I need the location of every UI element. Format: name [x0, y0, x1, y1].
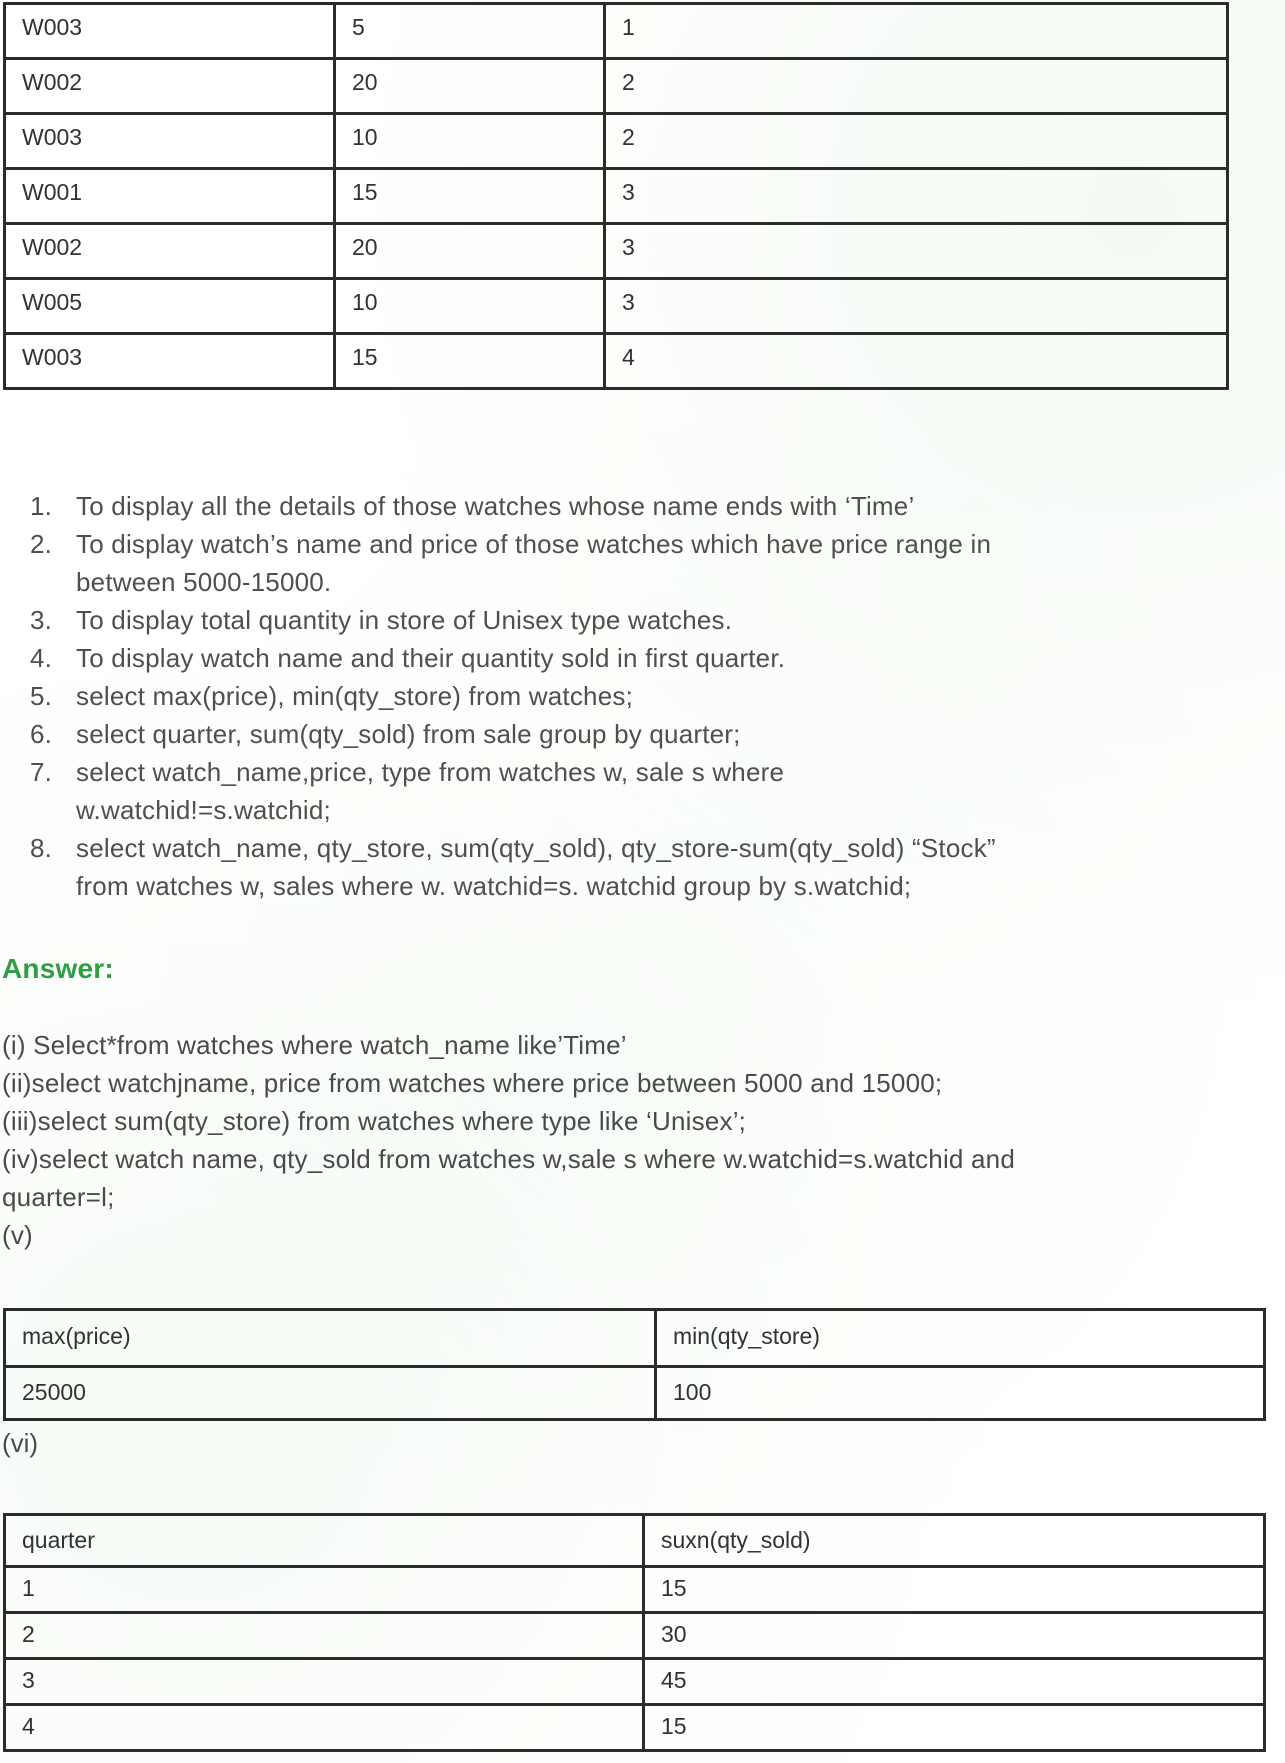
table-cell: 3 [605, 224, 1228, 279]
table-row [5, 1659, 1265, 1705]
question-number: 6. [30, 719, 53, 749]
table-row [5, 334, 1228, 389]
question-line: To display watch’s name and price of those watches which have price range in [76, 529, 992, 559]
question-line: select max(price), min(qty_store) from watches; [76, 681, 633, 711]
answer-text-block [2, 1026, 1282, 1254]
question-item [30, 525, 1210, 601]
answer-line: (i) Select*from watches where watch_name like’Time’ [2, 1030, 627, 1060]
table-cell: 3 [605, 169, 1228, 224]
table-cell: W003 [5, 334, 335, 389]
answer-line: quarter=l; [2, 1182, 115, 1212]
table-cell: 5 [335, 4, 605, 59]
question-item [30, 601, 1210, 639]
table-cell: 20 [335, 224, 605, 279]
question-number: 7. [30, 757, 53, 787]
question-item [30, 639, 1210, 677]
table-cell: 2 [5, 1613, 644, 1659]
table-cell: 10 [335, 279, 605, 334]
question-line: To display total quantity in store of Unisex type watches. [76, 605, 733, 635]
question-item [30, 715, 1210, 753]
table-cell: 4 [605, 334, 1228, 389]
answer-heading: Answer: [2, 953, 114, 984]
question-line: w.watchid!=s.watchid; [76, 795, 331, 825]
table-cell: 30 [644, 1613, 1265, 1659]
table-row [5, 1705, 1265, 1751]
question-text [76, 601, 1210, 639]
maxmin-result-table [3, 1308, 1266, 1421]
question-line: select watch_name, qty_store, sum(qty_sold), qty_store-sum(qty_sold) “Stock” [76, 833, 996, 863]
question-number: 3. [30, 605, 53, 635]
table-cell: 15 [644, 1705, 1265, 1751]
table-cell: 3 [605, 279, 1228, 334]
table-cell: W002 [5, 59, 335, 114]
question-number: 1. [30, 491, 53, 521]
table-cell: W002 [5, 224, 335, 279]
table-row [5, 1567, 1265, 1613]
table-cell: 1 [605, 4, 1228, 59]
table-cell: 15 [335, 334, 605, 389]
table-cell: W005 [5, 279, 335, 334]
question-item [30, 829, 1210, 905]
question-item [30, 487, 1210, 525]
question-text [76, 525, 1210, 601]
table-cell: 1 [5, 1567, 644, 1613]
question-list [30, 487, 1210, 905]
table-row [5, 279, 1228, 334]
table-cell: 2 [605, 114, 1228, 169]
table-cell: 100 [656, 1367, 1265, 1420]
table-cell: W003 [5, 4, 335, 59]
table-cell: 15 [335, 169, 605, 224]
column-header: suxn(qty_sold) [644, 1515, 1265, 1567]
answer-line: (iii)select sum(qty_store) from watches where type like ‘Unisex’; [2, 1106, 747, 1136]
table-row [5, 114, 1228, 169]
answer-part-label-vi: (vi) [2, 1428, 39, 1458]
question-text [76, 677, 1210, 715]
column-header: quarter [5, 1515, 644, 1567]
question-text [76, 639, 1210, 677]
table-header-row [5, 1515, 1265, 1567]
table-row [5, 59, 1228, 114]
question-line: select watch_name,price, type from watches w, sale s where [76, 757, 785, 787]
question-number: 2. [30, 529, 53, 559]
quarter-result-table [3, 1513, 1266, 1752]
answer-line: (v) [2, 1220, 33, 1250]
column-header: max(price) [5, 1310, 656, 1367]
table-cell: 10 [335, 114, 605, 169]
table-cell: 20 [335, 59, 605, 114]
question-number: 5. [30, 681, 53, 711]
question-text [76, 487, 1210, 525]
question-line: from watches w, sales where w. watchid=s. watchid group by s.watchid; [76, 871, 912, 901]
question-text [76, 829, 1210, 905]
table-row [5, 1367, 1265, 1420]
table-cell: 4 [5, 1705, 644, 1751]
column-header: min(qty_store) [656, 1310, 1265, 1367]
table-row [5, 4, 1228, 59]
question-item [30, 677, 1210, 715]
table-cell: 3 [5, 1659, 644, 1705]
table-row [5, 169, 1228, 224]
question-line: select quarter, sum(qty_sold) from sale group by quarter; [76, 719, 741, 749]
table-cell: 2 [605, 59, 1228, 114]
table-cell: 15 [644, 1567, 1265, 1613]
question-text [76, 753, 1210, 829]
sale-data-table [3, 2, 1229, 390]
question-item [30, 753, 1210, 829]
question-number: 8. [30, 833, 53, 863]
table-cell: 25000 [5, 1367, 656, 1420]
table-cell: W003 [5, 114, 335, 169]
table-row [5, 1613, 1265, 1659]
question-text [76, 715, 1210, 753]
question-line: To display all the details of those watches whose name ends with ‘Time’ [76, 491, 915, 521]
question-line: To display watch name and their quantity sold in first quarter. [76, 643, 786, 673]
table-cell: 45 [644, 1659, 1265, 1705]
table-header-row [5, 1310, 1265, 1367]
answer-line: (iv)select watch name, qty_sold from watches w,sale s where w.watchid=s.watchid and [2, 1144, 1015, 1174]
table-row [5, 224, 1228, 279]
table-cell: W001 [5, 169, 335, 224]
answer-line: (ii)select watchjname, price from watches where price between 5000 and 15000; [2, 1068, 943, 1098]
question-number: 4. [30, 643, 53, 673]
question-line: between 5000-15000. [76, 567, 332, 597]
